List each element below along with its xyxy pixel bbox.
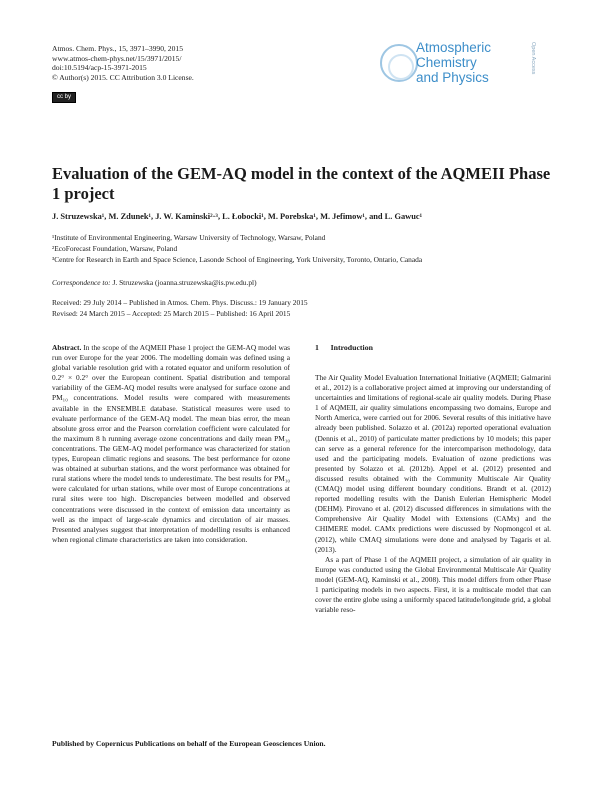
- publication-dates: [52, 297, 308, 319]
- dates-received: Received: 29 July 2014 – Published in Atmos. Chem. Phys. Discuss.: 19 January 2015: [52, 298, 308, 307]
- paper-title: Evaluation of the GEM-AQ model in the context of the AQMEII Phase 1 project: [52, 164, 551, 203]
- dates-revised: Revised: 24 March 2015 – Accepted: 25 March 2015 – Published: 16 April 2015: [52, 309, 291, 318]
- author-list: J. Struzewska¹, M. Zdunek¹, J. W. Kaminski²·³, L. Łobocki¹, M. Porebska¹, M. Jefimow¹, and L. Gawuc¹: [52, 212, 423, 221]
- correspondence-label: Correspondence to:: [52, 278, 111, 287]
- abstract-label: Abstract.: [52, 343, 82, 352]
- journal-logo: [380, 40, 550, 98]
- correspondence-email[interactable]: J. Struzewska (joanna.struzewska@is.pw.edu.pl): [112, 278, 257, 287]
- journal-citation: Atmos. Chem. Phys., 15, 3971–3990, 2015: [52, 44, 183, 53]
- intro-paragraph-1: The Air Quality Model Evaluation International Initiative (AQMEII; Galmarini et al., 2012) is a collaborative project aimed at improving our understanding of uncertainties and limitations of regional-scale air quality models. During Phase 1 of AQMEII, air quality simulations encompassing two domains, Europe and North America, were carried out for 2006. Several results of this initiative have already been published. Solazzo et al. (2012a) reported operational evaluation (Dennis et al., 2010) of particulate matter predictions by 10 models; this paper can serve as a general reference for the intercomparison methodology, data used and the participating models. Evaluation of ozone predictions was presented by Solazzo et al. (2012b). Appel et al. (2012) presented and discussed results obtained with the Community Multiscale Air Quality (CMAQ) model using different boundary conditions. Brandt et al. (2012) reported modelling results with the Danish Eulerian Hemispheric Model (DEHM). Pirovano et al. (2012) discussed differences in simulations with the Comprehensive Air Quality Model with Extensions (CAMx) and the CHIMERE model. CAMx predictions were discussed by Nopmongcol et al. (2012), while CMAQ simulations were done and analysed by Tagaris et al. (2013).: [315, 373, 551, 554]
- open-access-label: Open Access: [530, 42, 536, 75]
- license-line: © Author(s) 2015. CC Attribution 3.0 License.: [52, 72, 194, 82]
- logo-inner-ring-icon: [388, 54, 414, 80]
- section-heading: [315, 343, 373, 352]
- section-number: 1: [315, 343, 319, 352]
- journal-url[interactable]: www.atmos-chem-phys.net/15/3971/2015/: [52, 53, 182, 63]
- journal-header: [52, 44, 194, 82]
- abstract-text: In the scope of the AQMEII Phase 1 project the GEM-AQ model was run over Europe for the year 2006. The modelling domain was defined using a global variable resolution grid with a rotated equator and uniform resolution of 0.2° × 0.2° over the European continent. Spatial distribution and temporal variability of the GEM-AQ model results were analysed for surface ozone and PM₁₀ concentrations. Model results were compared with measurements available in the ENSEMBLE database. Statistical measures were used to evaluate performance of the GEM-AQ model. The mean bias error, the mean absolute gross error and the Pearson correlation coefficient were calculated for the maximum 8 h running average ozone concentrations and daily mean PM₁₀ concentrations. The GEM-AQ model performance was characterized for station types, European climatic regions and seasons. The best performance for ozone was obtained at suburban stations, and the worst performance was obtained for rural stations where the model tends to underestimate. The best results for PM₁₀ were calculated for urban stations, while over most of Europe concentrations at rural sites were too high. Discrepancies between modelled and observed concentrations were discussed in the context of emission data uncertainty as well as the impact of large-scale dynamics and circulation of air masses. Presented analyses suggest that interpretation of modelling results is enhanced when regional climate characteristics are taken into consideration.: [52, 343, 290, 544]
- doi[interactable]: doi:10.5194/acp-15-3971-2015: [52, 63, 147, 73]
- section-title: Introduction: [330, 343, 373, 352]
- logo-text: Atmospheric Chemistry and Physics: [416, 40, 492, 85]
- affiliation-3: ³Centre for Research in Earth and Space Science, Lasonde School of Engineering, York University, Toronto, Ontario, Canada: [52, 255, 423, 264]
- abstract: [52, 343, 290, 545]
- affiliation-2: ²EcoForecast Foundation, Warsaw, Poland: [52, 244, 178, 253]
- intro-paragraph-2: As a part of Phase 1 of the AQMEII project, a simulation of air quality in Europe was conducted using the Global Environmental Multiscale Air Quality model (GEM-AQ, Kaminski et al., 2008). This model differs from other Phase 1 participating models in two aspects. First, it is a multiscale model that can cover the entire globe using a uniformly spaced latitude/longitude grid, a global variable reso-: [315, 554, 551, 615]
- cc-license-badge[interactable]: cc by: [52, 92, 76, 103]
- publisher-footer: Published by Copernicus Publications on behalf of the European Geosciences Union.: [52, 739, 326, 748]
- correspondence: [52, 278, 257, 287]
- affiliation-1: ¹Institute of Environmental Engineering, Warsaw University of Technology, Warsaw, Poland: [52, 233, 326, 242]
- introduction-text: [315, 373, 551, 615]
- affiliations: [52, 232, 572, 265]
